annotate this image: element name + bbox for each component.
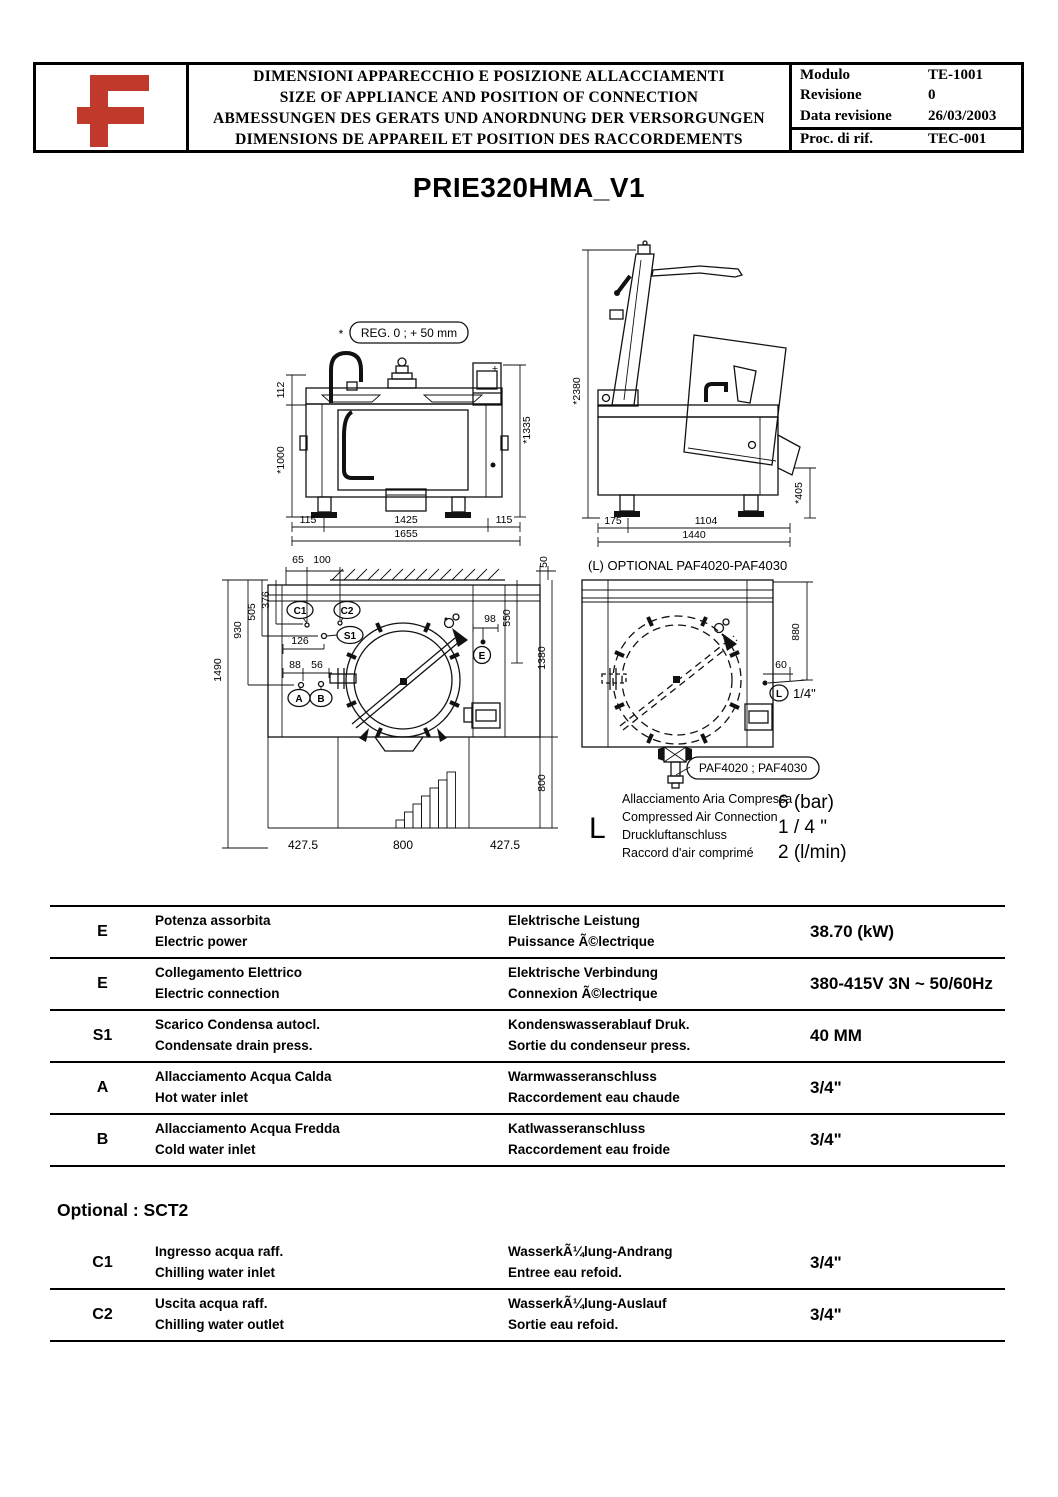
label-de: Elektrische Verbindung	[508, 965, 659, 980]
label-en: Chilling water inlet	[155, 1265, 276, 1280]
label-it: Collegamento Elettrico	[155, 965, 303, 980]
label-de: Katlwasseranschluss	[508, 1121, 646, 1136]
info-row-data-revisione: Data revisione 26/03/2003	[800, 107, 997, 124]
dim-505: 505	[246, 603, 258, 621]
balloon-a: A	[295, 694, 303, 705]
page-title: PRIE320HMA_V1	[412, 172, 646, 203]
label-de: WasserkÃ¼lung-Andrang	[508, 1244, 673, 1259]
label-fr: Entree eau refoid.	[508, 1265, 623, 1280]
row-value: 3/4"	[810, 1305, 842, 1324]
dim-1104: 1104	[694, 515, 718, 527]
dim-100: 100	[313, 554, 331, 566]
revision-table	[789, 65, 1021, 150]
row-code: A	[96, 1079, 109, 1096]
balloon-c1: C1	[293, 606, 307, 617]
dim-1655: 1655	[394, 528, 418, 540]
dim-quarter-inch: 1/4"	[793, 686, 816, 701]
front-view	[275, 322, 533, 546]
header-line-en: SIZE OF APPLIANCE AND POSITION OF CONNECTION	[279, 88, 699, 106]
air-line-it: Allacciamento Aria Compressa	[622, 792, 793, 806]
label-fr: Sortie du condenseur press.	[508, 1038, 691, 1053]
info-row-revisione: Revisione 0	[800, 87, 936, 104]
dim-376: 376	[260, 591, 272, 609]
dim-175: 175	[604, 515, 622, 527]
side-view	[571, 241, 816, 573]
label-it: Uscita acqua raff.	[155, 1296, 268, 1311]
label-fr: Raccordement eau froide	[508, 1142, 671, 1157]
dim-800-right: 800	[536, 774, 548, 792]
label-de: WasserkÃ¼lung-Auslauf	[508, 1296, 667, 1311]
row-value: 3/4"	[810, 1253, 842, 1272]
air-value-inch: 1 / 4 "	[778, 817, 827, 838]
label-de: Kondenswasserablauf Druk.	[508, 1017, 690, 1032]
label-it: Ingresso acqua raff.	[155, 1244, 284, 1259]
label-it: Allacciamento Acqua Fredda	[155, 1121, 340, 1136]
optional-caption: (L) OPTIONAL PAF4020-PAF4030	[588, 558, 788, 573]
row-code: S1	[92, 1027, 113, 1044]
row-code: C2	[92, 1306, 113, 1323]
air-line-en: Compressed Air Connection	[622, 810, 778, 824]
row-code: E	[97, 923, 108, 940]
optional-top-view	[582, 580, 819, 788]
table-row	[50, 1290, 1005, 1342]
label-en: Cold water inlet	[155, 1142, 256, 1157]
label-fr: Connexion Ã©lectrique	[508, 986, 658, 1001]
table-row	[50, 957, 1005, 1009]
row-value: 40 MM	[810, 1026, 862, 1045]
label-fr: Puissance Ã©lectrique	[508, 934, 655, 949]
dim-126: 126	[291, 635, 309, 647]
compressed-air-block	[589, 792, 847, 863]
spec-table	[50, 905, 1005, 1167]
row-value: 3/4"	[810, 1078, 842, 1097]
header-line-it: DIMENSIONI APPARECCHIO E POSIZIONE ALLACCIAMENTI	[253, 67, 725, 85]
dim-1440: 1440	[682, 529, 706, 541]
dim-405: *405	[793, 482, 805, 504]
table-row	[50, 1061, 1005, 1113]
dim-1490: 1490	[212, 658, 224, 682]
dim-880: 880	[790, 623, 802, 641]
row-value: 38.70 (kW)	[810, 922, 895, 941]
dim-88: 88	[289, 659, 301, 671]
dim-550: 550	[501, 609, 513, 627]
header-line-de: ABMESSUNGEN DES GERATS UND ANORDNUNG DER VERSORGUNGEN	[213, 109, 765, 127]
table-row	[50, 1113, 1005, 1167]
dim-50: 50	[538, 556, 550, 568]
balloon-b: B	[317, 694, 325, 705]
air-value-flow: 2 (l/min)	[778, 842, 847, 863]
dim-112: 112	[275, 381, 287, 399]
dim-1380: 1380	[536, 646, 548, 670]
label-en: Hot water inlet	[155, 1090, 249, 1105]
label-de: Elektrische Leistung	[508, 913, 641, 928]
f-logo-icon	[56, 65, 166, 150]
row-code: C1	[92, 1254, 113, 1271]
optional-section-title: Optional : SCT2	[57, 1200, 189, 1220]
row-value: 380-415V 3N ~ 50/60Hz	[810, 974, 993, 993]
air-letter: L	[589, 812, 606, 845]
label-it: Scarico Condensa autocl.	[155, 1017, 321, 1032]
label-fr: Raccordement eau chaude	[508, 1090, 680, 1105]
top-view	[212, 554, 558, 852]
paf-badge: PAF4020 ; PAF4030	[698, 761, 808, 775]
dim-65: 65	[292, 554, 304, 566]
table-row	[50, 905, 1005, 957]
label-en: Electric connection	[155, 986, 280, 1001]
dim-2380: *2380	[571, 377, 583, 405]
info-row-modulo: Modulo TE-1001	[800, 66, 984, 83]
label-en: Electric power	[155, 934, 248, 949]
balloon-e: E	[478, 651, 486, 662]
info-row-proc: Proc. di rif. TEC-001	[792, 127, 1021, 149]
reg-star: *	[338, 327, 344, 341]
table-row	[50, 1009, 1005, 1061]
dim-1425: 1425	[394, 514, 418, 526]
dim-115-left: 115	[299, 514, 317, 526]
label-de: Warmwasseranschluss	[508, 1069, 657, 1084]
label-en: Chilling water outlet	[155, 1317, 285, 1332]
row-code: B	[96, 1131, 109, 1148]
dim-98: 98	[484, 613, 496, 625]
dim-115-right: 115	[495, 514, 513, 526]
optional-table	[50, 1238, 1005, 1342]
dim-427-right: 427.5	[489, 838, 521, 852]
header	[33, 62, 1024, 153]
label-fr: Sortie eau refoid.	[508, 1317, 619, 1332]
table-row	[50, 1238, 1005, 1290]
dim-56: 56	[311, 659, 323, 671]
label-en: Condensate drain press.	[155, 1038, 313, 1053]
air-line-fr: Raccord d'air comprimé	[622, 846, 754, 860]
dim-427-left: 427.5	[287, 838, 319, 852]
header-line-fr: DIMENSIONS DE APPAREIL ET POSITION DES RACCORDEMENTS	[235, 130, 743, 148]
technical-drawings	[0, 240, 1058, 900]
balloon-c2: C2	[340, 606, 354, 617]
label-it: Potenza assorbita	[155, 913, 271, 928]
air-line-de: Druckluftanschluss	[622, 828, 727, 842]
dim-800-bottom: 800	[392, 838, 414, 852]
label-it: Allacciamento Acqua Calda	[155, 1069, 332, 1084]
console-plus: +	[491, 363, 499, 375]
dim-60: 60	[775, 659, 787, 671]
row-code: E	[97, 975, 108, 992]
row-value: 3/4"	[810, 1130, 842, 1149]
dim-1335: *1335	[521, 416, 533, 444]
header-title-block	[189, 65, 789, 150]
brand-logo	[36, 65, 189, 150]
balloon-s1: S1	[343, 631, 357, 642]
dim-1000: *1000	[275, 446, 287, 474]
dim-930: 930	[232, 621, 244, 639]
balloon-l: L	[775, 689, 783, 700]
air-value-bar: 6 (bar)	[778, 792, 834, 813]
reg-note: REG. 0 ; + 50 mm	[360, 326, 458, 340]
